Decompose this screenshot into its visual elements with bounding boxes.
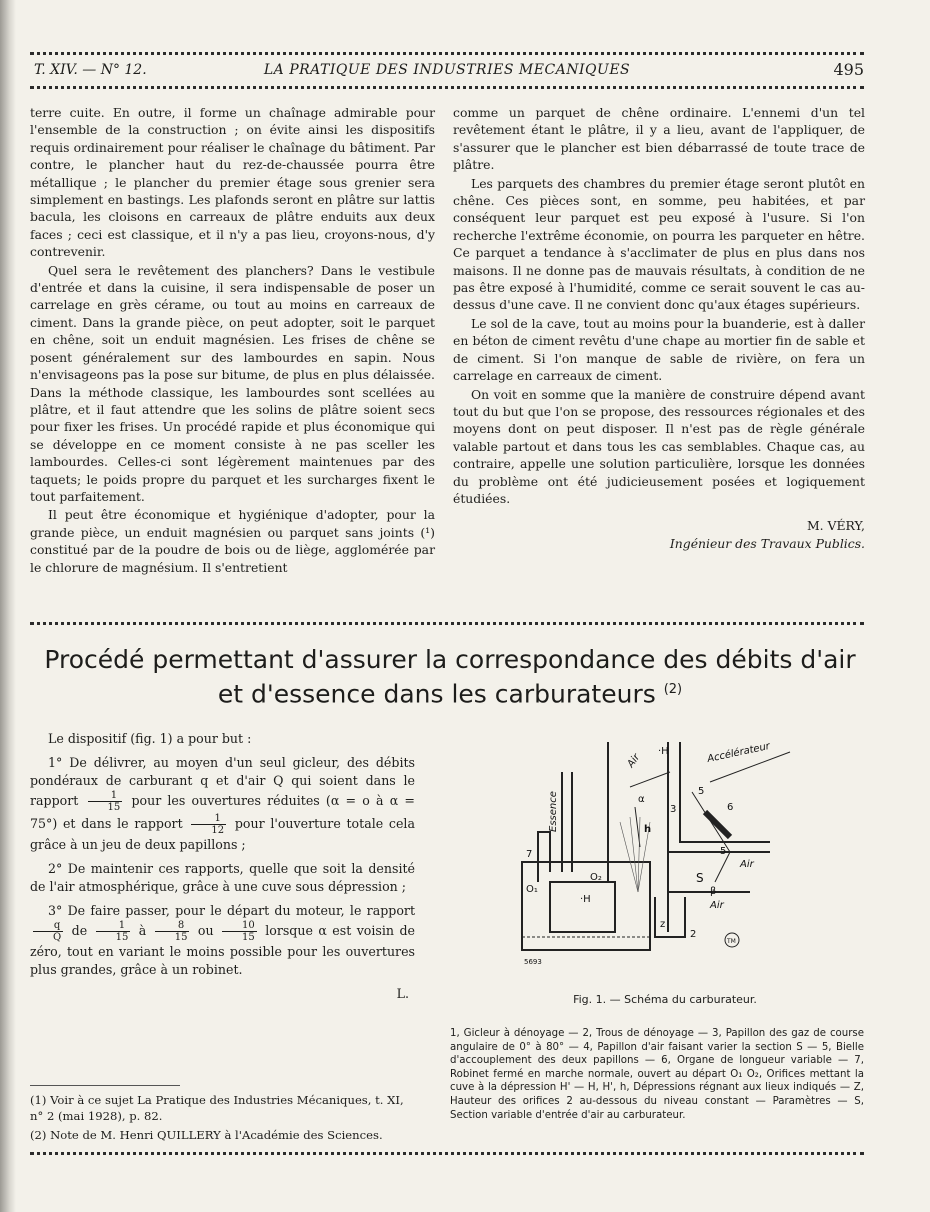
- article-title-line1: Procédé permettant d'assurer la correspondance des débits d'air: [44, 645, 856, 674]
- figure-label-5a: 5: [698, 786, 705, 797]
- paragraph: Il peut être économique et hygiénique d'adopter, pour la grande pièce, un enduit magnésien ou parquet sans joints (¹) constitué par de la poudre de bois ou de liège, agglomérée par le chlorure de magnésium. Il s'entretient: [30, 507, 435, 575]
- figure-legend: 1, Gicleur à dénoyage — 2, Trous de dénoyage — 3, Papillon des gaz de course angulaire de 0° à 80° — 4, Papillon d'air faisant varier la section S — 5, Bielle d'accouplement des deux papillons — 6, Organe de longueur variable — 7, Robinet fermé en marche normale, ouvert au départ O₁ O₂, Orifices mettant la cuve à la dépression H' — H, H', h, Dépressions régnant aux lieux indiqués — Z, Hauteur des orifices 2 au-dessous du niveau constant — Paramètres — S, Section variable d'entrée d'air au carburateur.: [450, 1028, 864, 1121]
- item-2: 2° De maintenir ces rapports, quelle que soit la densité de l'air atmosphérique, grâce à une cuve sous dépression ;: [30, 861, 415, 894]
- fraction-8-15: $\frac{8}{15}$: [155, 920, 190, 943]
- fraction-10-15: $\frac{10}{15}$: [222, 920, 257, 943]
- paragraph: comme un parquet de chêne ordinaire. L'ennemi d'un tel revêtement étant le plâtre, il y a lieu, avant de l'appliquer, de s'assurer que le plancher est bien débarrassé de toute trace de plâtre.: [453, 105, 865, 173]
- throttle-flap: [630, 772, 670, 847]
- footnote-rule: [30, 1085, 180, 1086]
- figure-caption: Fig. 1. — Schéma du carburateur.: [573, 993, 757, 1006]
- figure-label-o2: O₂: [590, 872, 602, 883]
- header-top-rule: [30, 52, 864, 55]
- figure-label-air-top: Air: [625, 752, 643, 770]
- figure-label-6: 6: [727, 802, 734, 813]
- figure-label-alpha: α: [638, 794, 645, 805]
- carburetor-diagram: [520, 732, 800, 982]
- choke-tube: [608, 742, 668, 932]
- footer-rule: [30, 1152, 864, 1155]
- float: [550, 882, 615, 932]
- figure-label-h-prime: ·H: [580, 894, 591, 905]
- float-bowl: [522, 862, 650, 950]
- paragraph: terre cuite. En outre, il forme un chaînage admirable pour l'ensemble de la construction ; on évite ainsi les dispositifs requis ordinairement pour réaliser le chaînage du bâtiment. Par contre, le plancher haut du rez-de-chaussée pourra être métallique ; le plancher du premier étage sous grenier sera simplement en bastings. Les plafonds seront en plâtre sur lattis bacula, les cloisons en carreaux de plâtre enduits aux deux faces ; ceci est classique, et il n'y a pas lieu, croyons-nous, d'y contrevenir.: [30, 105, 435, 260]
- figure-label-2: 2: [690, 929, 697, 940]
- figure-label-air-mid: Air: [740, 859, 754, 870]
- author-title: Ingénieur des Travaux Publics.: [669, 535, 865, 551]
- tap-pipe: [538, 832, 550, 882]
- figure-label-beta: β: [710, 886, 717, 897]
- running-header: [30, 58, 864, 82]
- footnote-2: (2) Note de M. Henri QUILLERY à l'Académie des Sciences.: [30, 1128, 383, 1142]
- journal-title: LA PRATIQUE DES INDUSTRIES MECANIQUES: [263, 62, 631, 78]
- author-name: M. VÉRY,: [806, 518, 865, 534]
- item-1: 1° De délivrer, au moyen d'un seul gicleur, des débits pondéraux de carburant q et d'air Q qui soient dans le rapport $\frac{1}{15}$ pour les ouvertures réduites (α = o à α = 75°) et dans le rapport $\frac{1}{12}$ pour l'ouverture totale cela grâce à un jeu de deux papillons ;: [30, 755, 415, 852]
- publisher-logo-text: TM: [727, 938, 736, 945]
- paragraph: On voit en somme que la manière de construire dépend avant tout du but que l'on se propose, des ressources régionales et des moyens dont on peut disposer. Il n'est pas de règle générale valable partout et dans tous les cas semblables. Chaque cas, au contraire, appelle une solution particulière, lorsque les données du problème ont été judicieusement posées et logiquement étudiées.: [453, 386, 865, 506]
- figure-label-air-bottom: Air: [710, 900, 724, 911]
- article-signoff: L.: [396, 986, 409, 1001]
- fuel-pipe: [562, 772, 572, 872]
- fraction-1-12: $\frac{1}{12}$: [191, 813, 226, 836]
- article-title-line2: et d'essence dans les carburateurs $^{(2)}$: [217, 679, 683, 709]
- header-bottom-rule: [30, 86, 864, 89]
- fraction-q-Q: $\frac{q}{Q}$: [33, 920, 63, 943]
- figure-label-accelerator: Accélérateur: [706, 740, 771, 765]
- intro-paragraph: Le dispositif (fig. 1) a pour but :: [48, 731, 252, 746]
- item-3: 3° De faire passer, pour le départ du moteur, le rapport $\frac{q}{Q}$ de $\frac{1}{15}$ à $\frac{8}{15}$ ou $\frac{10}{15}$ lorsque α est voisin de zéro, tout en variant le moins possible pour les ouvertures plus grandes, grâce à un robinet.: [30, 903, 415, 977]
- title-footnote-ref: (2): [663, 682, 683, 697]
- figure-label-5b: 5: [720, 846, 727, 857]
- top-left-column: [30, 104, 435, 576]
- figure-serial: 5693: [524, 958, 542, 966]
- book-spine-shadow: [0, 0, 16, 1212]
- paragraph: Les parquets des chambres du premier étage seront plutôt en chêne. Ces pièces sont, en somme, peu habitées, et par conséquent leur parquet est peu exposé à l'usure. Si l'on recherche l'extrême économie, on pourra les parqueter en hêtre. Ce parquet a tendance à s'acclimater de plus en plus dans nos maisons. Il ne donne pas de mauvais résultats, à condition de ne pas être exposé à l'humidité, comme ce serait souvent le cas au-dessus d'une cave. Il ne convient donc qu'aux étages supérieurs.: [453, 175, 865, 313]
- footnotes: [30, 1085, 420, 1146]
- figure-label-7: 7: [526, 849, 533, 860]
- volume-number: T. XIV. — N° 12.: [34, 62, 147, 78]
- fraction-1-15b: $\frac{1}{15}$: [96, 920, 131, 943]
- jet-well: [655, 897, 685, 937]
- air-inlet: [668, 852, 770, 892]
- linkage-rod: [692, 792, 730, 882]
- figure-label-3: 3: [670, 804, 677, 815]
- figure-label-s: S: [696, 871, 704, 885]
- figure-label-o1: O₁: [526, 884, 538, 895]
- paragraph: Le sol de la cave, tout au moins pour la buanderie, est à daller en béton de ciment revêtu d'une chape au mortier fin de sable et de ciment. Si l'on manque de sable de rivière, on fera un carrelage en carreaux de ciment.: [453, 315, 865, 384]
- page-number: 495: [833, 60, 864, 79]
- figure-label-small-h: h: [644, 824, 652, 835]
- fraction-1-15: $\frac{1}{15}$: [88, 790, 123, 813]
- section-divider: [30, 622, 864, 625]
- top-right-column: [453, 104, 865, 552]
- footnote-1: (1) Voir à ce sujet La Pratique des Industries Mécaniques, t. XI, n° 2 (mai 1928), p. 82.: [30, 1093, 404, 1123]
- article-body: [30, 730, 415, 1003]
- variable-length-member: [705, 812, 730, 837]
- paragraph: Quel sera le revêtement des planchers? Dans le vestibule d'entrée et dans la cuisine, il sera indispensable de poser un carrelage en grès cérame, ou tout au moins en carreaux de ciment. Dans la grande pièce, on peut adopter, soit le parquet en chêne, soit un enduit magnésien. Les frises de chêne se posent généralement sur des lambourdes en sapin. Nous n'envisageons pas la pose sur bitume, de plus en plus délaissée. Dans la méthode classique, les lambourdes sont scellées au plâtre, et il faut attendre que les solins de plâtre soient secs pour fixer les frises. Un procédé rapide et plus économique qui se développe en ce moment consiste à ne pas sceller les lambourdes. Celles-ci sont légèrement maintenues par des taquets; le poids propre du parquet et les surcharges fixent le tout parfaitement.: [30, 262, 435, 504]
- figure-label-fuel: Essence: [548, 791, 559, 832]
- figure-label-z: z: [660, 919, 666, 930]
- figure-label-h: ·H: [658, 746, 669, 757]
- article-title: [40, 645, 860, 709]
